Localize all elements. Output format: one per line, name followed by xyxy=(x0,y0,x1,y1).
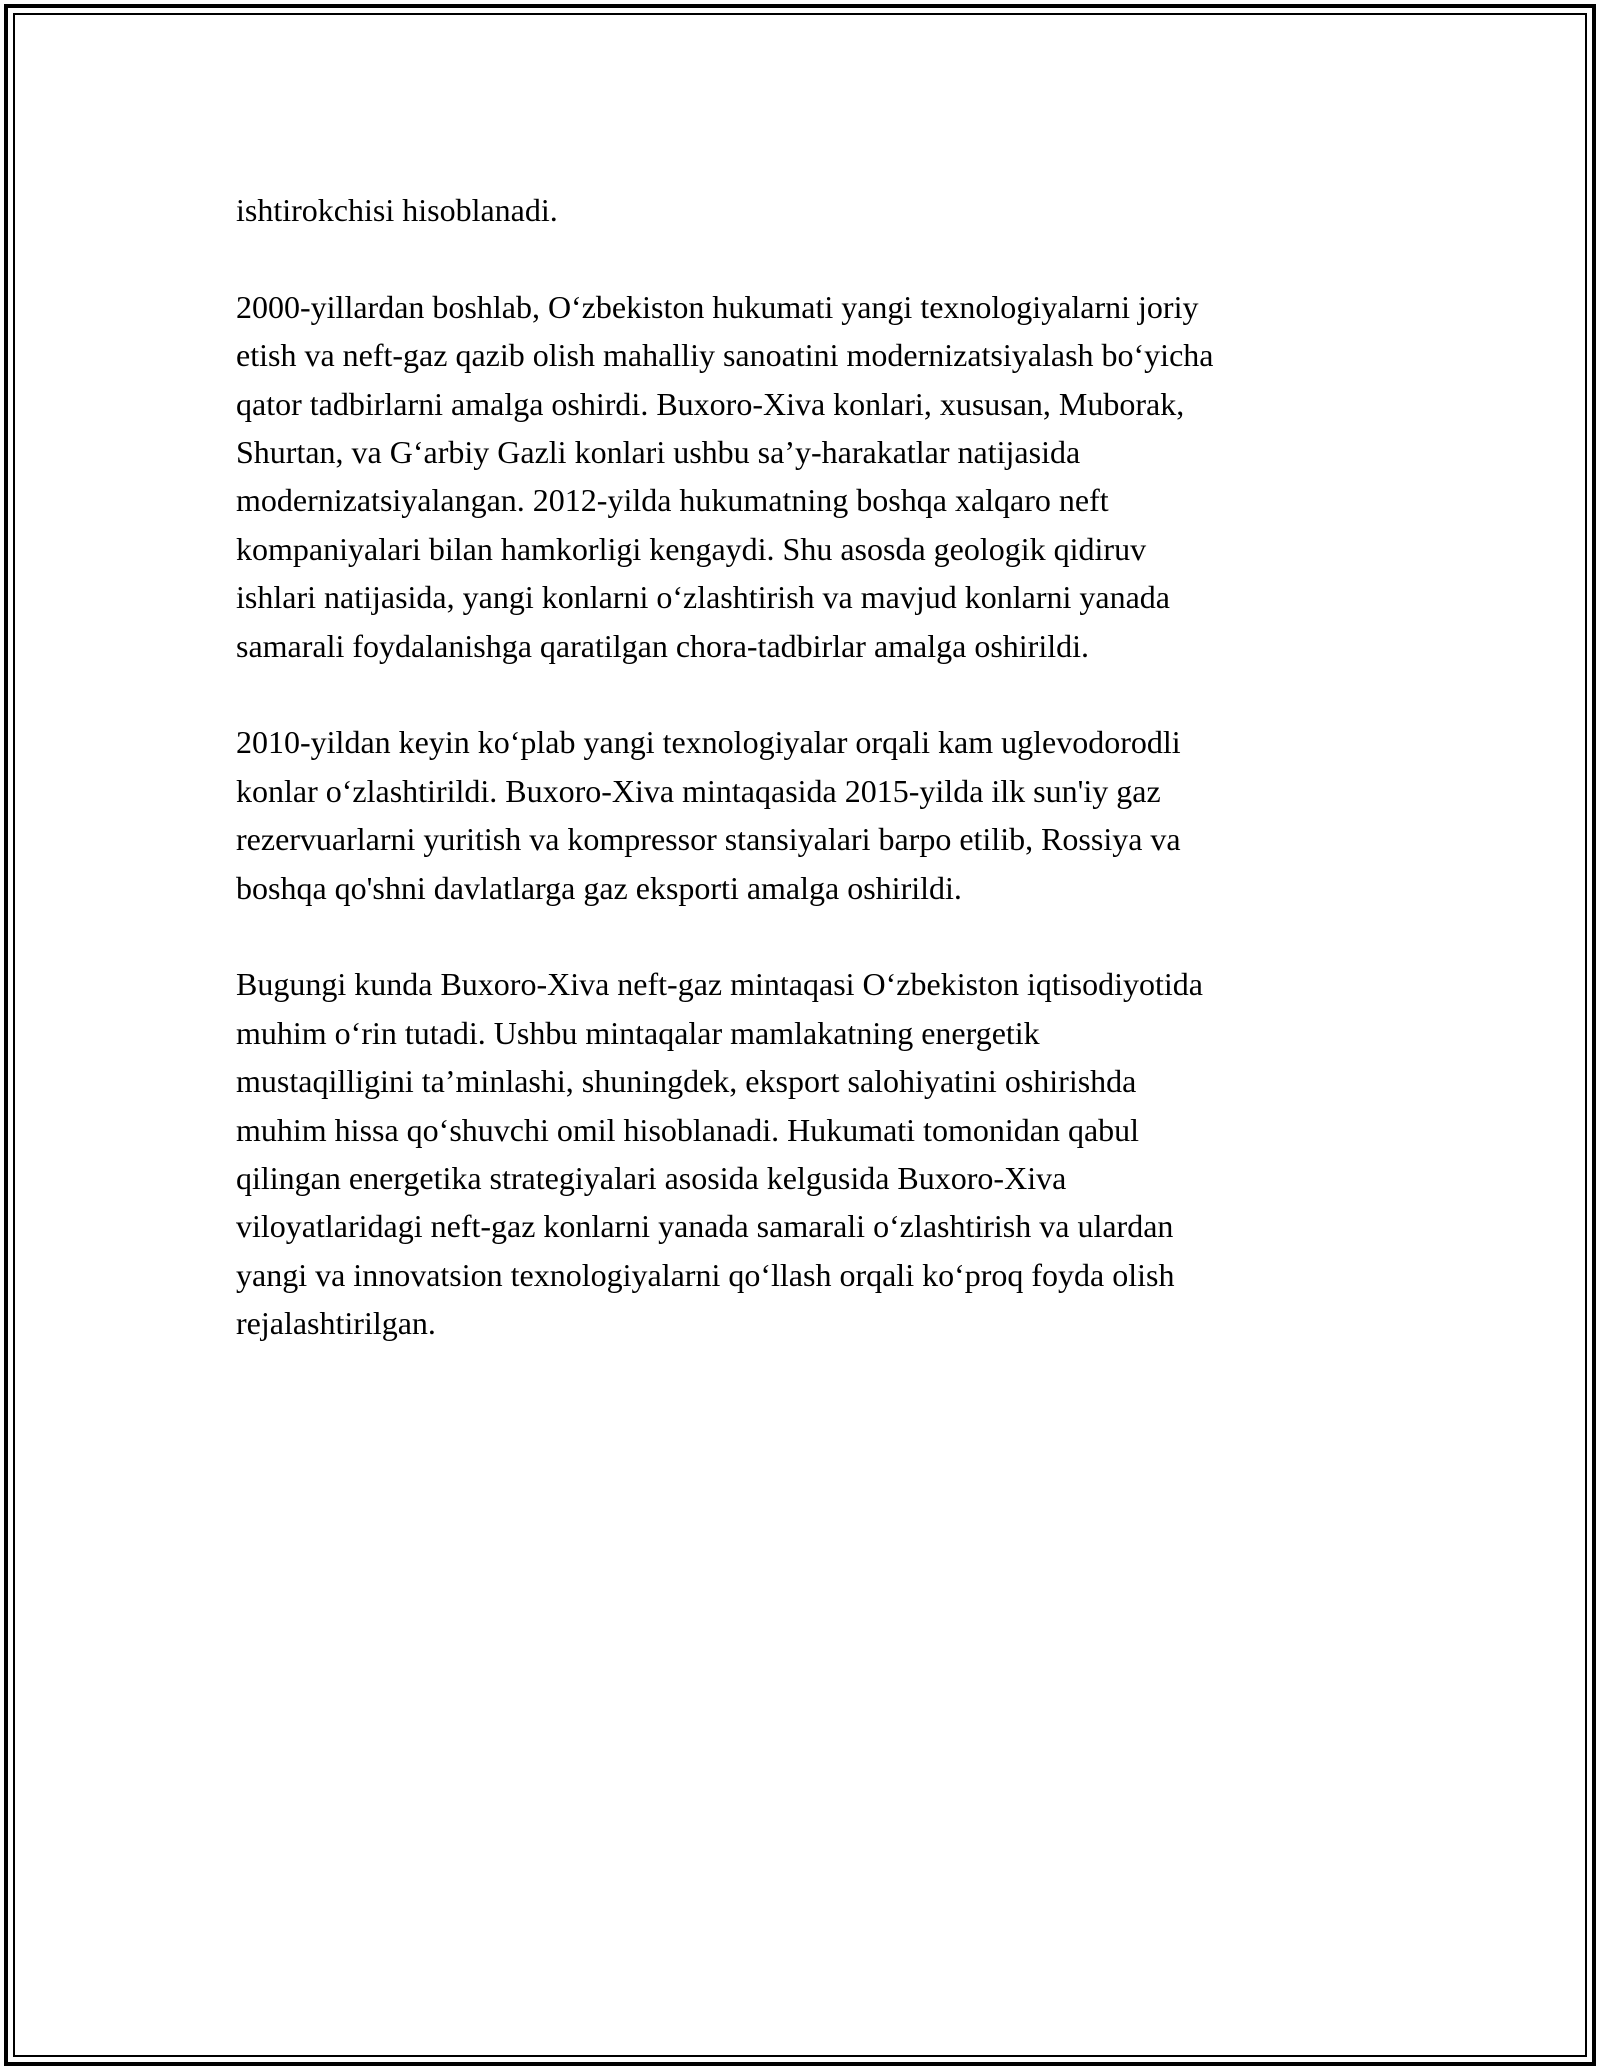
paragraph-2: 2000-yillardan boshlab, O‘zbekiston hukumati yangi texnologiyalarni joriy etish va neft-gaz qazib olish mahalliy sanoatini modernizatsiyalash bo‘yicha qator tadbirlarni amalga oshirdi. Buxoro-Xiva konlari, xususan, Muborak, Shurtan, va G‘arbiy Gazli konlari ushbu sa’y-harakatlar natijasida modernizatsiyalangan. 2012-yilda hukumatning boshqa xalqaro neft kompaniyalari bilan hamkorligi kengaydi. Shu asosda geologik qidiruv ishlari natijasida, yangi konlarni o‘zlashtirish va mavjud konlarni yanada samarali foydalanishga qaratilgan chora-tadbirlar amalga oshirildi. xyxy=(236,288,1214,664)
paragraph-4: Bugungi kunda Buxoro-Xiva neft-gaz mintaqasi O‘zbekiston iqtisodiyotida muhim o‘rin tutadi. Ushbu mintaqalar mamlakatning energetik mustaqilligini ta’minlashi, shuningdek, eksport salohiyatini oshirishda muhim hissa qo‘shuvchi omil hisoblanadi. Hukumati tomonidan qabul qilingan energetika strategiyalari asosida kelgusida Buxoro-Xiva viloyatlaridagi neft-gaz konlarni yanada samarali o‘zlashtirish va ulardan yangi va innovatsion texnologiyalarni qo‘llash orqali ko‘proq foyda olish rejalashtirilgan. xyxy=(236,966,1203,1342)
paragraph-3: 2010-yildan keyin ko‘plab yangi texnologiyalar orqali kam uglevodorodli konlar o‘zlashtirildi. Buxoro-Xiva mintaqasida 2015-yilda ilk sun'iy gaz rezervuarlarni yuritish va kompressor stansiyalari barpo etilib, Rossiya va boshqa qo'shni davlatlarga gaz eksporti amalga oshirildi. xyxy=(236,724,1181,906)
document-body xyxy=(236,186,1376,1396)
paragraph-1: ishtirokchisi hisoblanadi. xyxy=(236,192,558,228)
